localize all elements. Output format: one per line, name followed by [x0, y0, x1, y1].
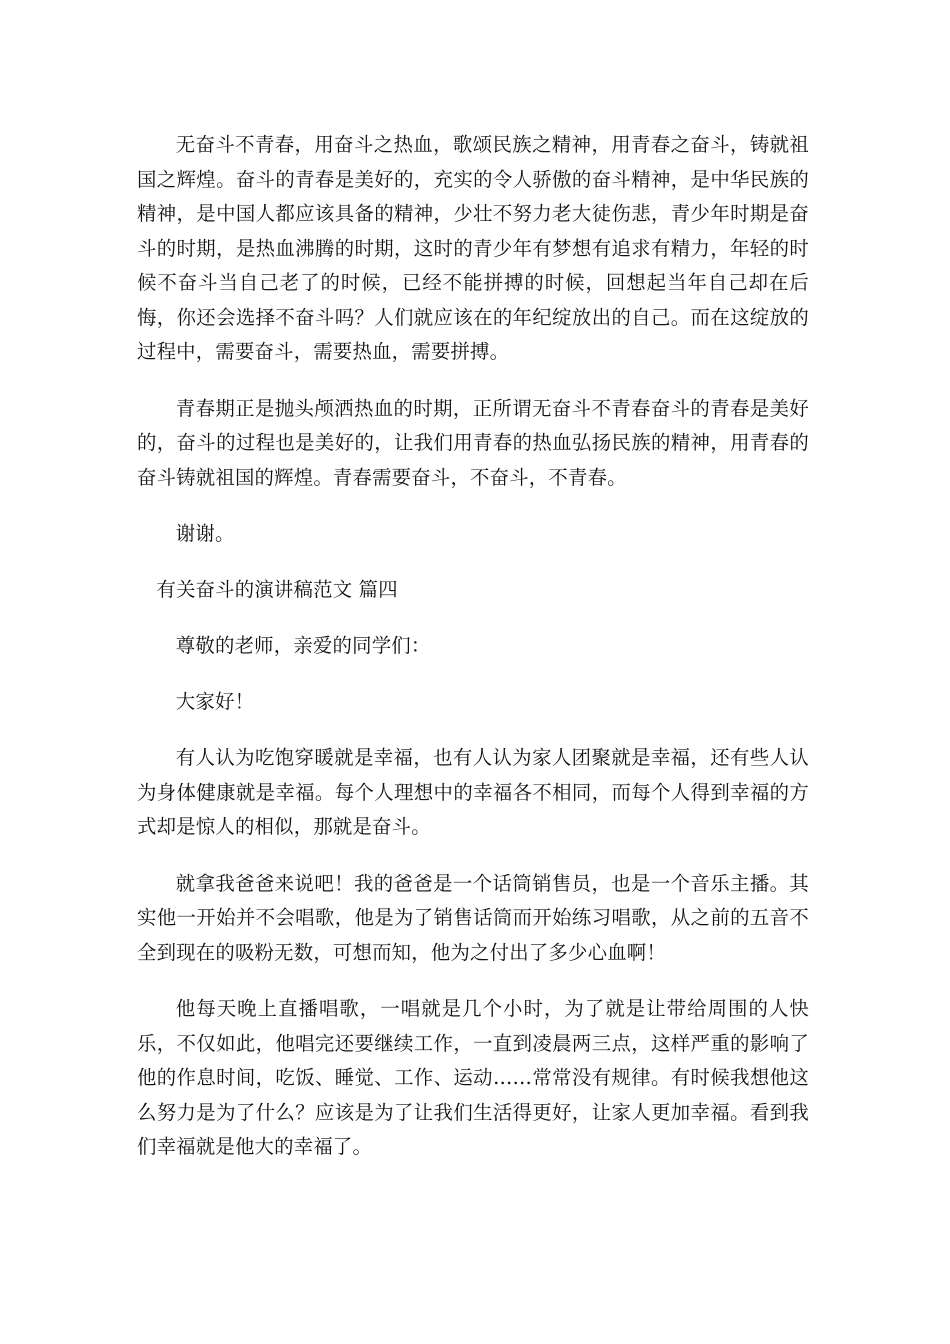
document-body: [137, 128, 809, 1187]
paragraph: 就拿我爸爸来说吧！我的爸爸是一个话筒销售员，也是一个音乐主播。其实他一开始并不会唱歌，他是为了销售话筒而开始练习唱歌，从之前的五音不全到现在的吸粉无数，可想而知，他为之付出了多少心血啊！: [137, 871, 809, 964]
paragraph: 无奋斗不青春，用奋斗之热血，歌颂民族之精神，用青春之奋斗，铸就祖国之辉煌。奋斗的青春是美好的，充实的令人骄傲的奋斗精神，是中华民族的精神，是中国人都应该具备的精神，少壮不努力老大徒伤悲，青少年时期是奋斗的时期，是热血沸腾的时期，这时的青少年有梦想有追求有精力，年轻的时候不奋斗当自己老了的时候，已经不能拼搏的时候，回想起当年自己却在后悔，你还会选择不奋斗吗？人们就应该在的年纪绽放出的自己。而在这绽放的过程中，需要奋斗，需要热血，需要拼搏。: [137, 133, 809, 363]
greeting: 大家好！: [175, 690, 255, 713]
paragraph: 他每天晚上直播唱歌，一唱就是几个小时，为了就是让带给周围的人快乐，不仅如此，他唱完还要继续工作，一直到凌晨两三点，这样严重的影响了他的作息时间，吃饭、睡觉、工作、运动……常常没有规律。有时候我想他这么努力是为了什么？应该是为了让我们生活得更好，让家人更加幸福。看到我们幸福就是他大的幸福了。: [137, 997, 809, 1158]
paragraph: 青春期正是抛头颅洒热血的时期，正所谓无奋斗不青春奋斗的青春是美好的，奋斗的过程也是美好的，让我们用青春的热血弘扬民族的精神，用青春的奋斗铸就祖国的辉煌。青春需要奋斗，不奋斗，不青春。: [137, 396, 809, 489]
section-heading: 有关奋斗的演讲稿范文 篇四: [156, 578, 398, 601]
paragraph: 有人认为吃饱穿暖就是幸福，也有人认为家人团聚就是幸福，还有些人认为身体健康就是幸福。每个人理想中的幸福各不相同，而每个人得到幸福的方式却是惊人的相似，那就是奋斗。: [137, 746, 809, 838]
salutation: 尊敬的老师，亲爱的同学们：: [175, 634, 431, 657]
paragraph: 谢谢。: [175, 522, 235, 545]
